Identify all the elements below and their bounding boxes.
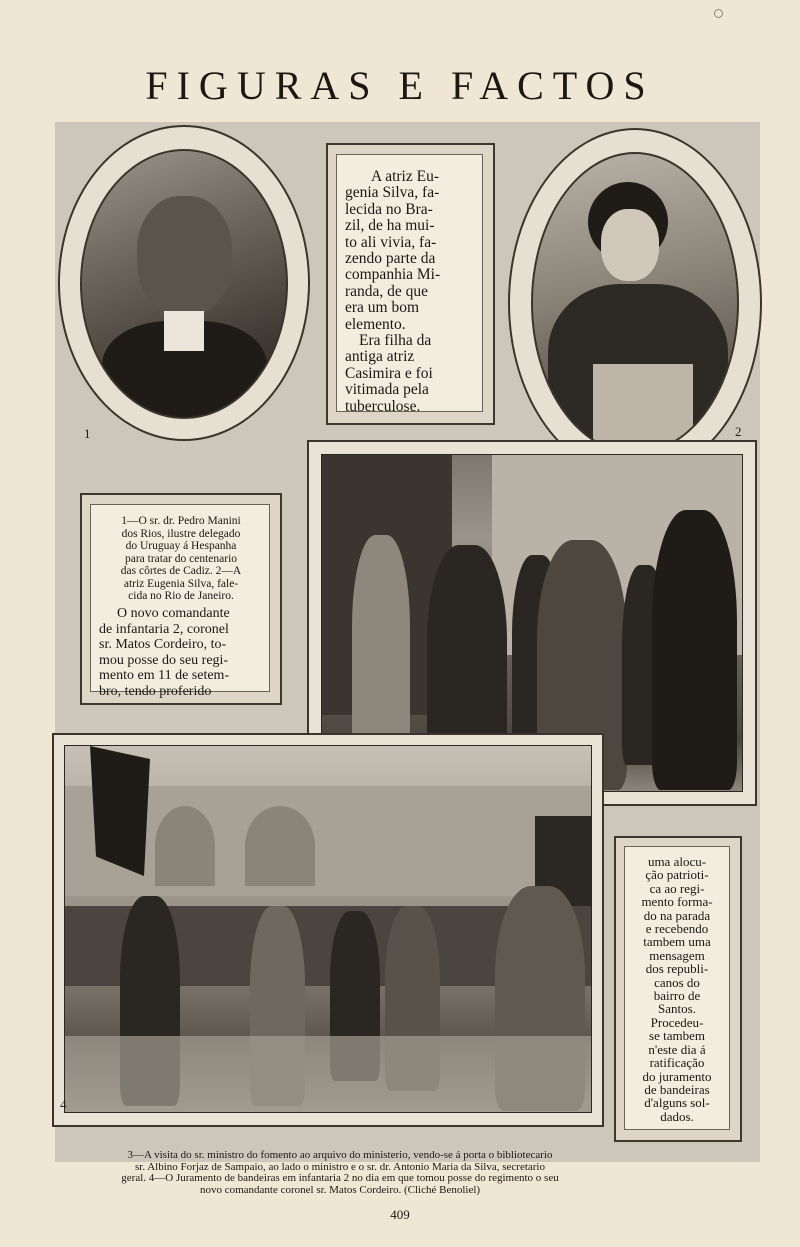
text-line: d'alguns sol- <box>644 1095 710 1111</box>
text-line: mensagem <box>649 947 705 963</box>
text-line: era um bom <box>345 299 420 317</box>
text-line: tuberculose. <box>345 397 421 415</box>
portrait-frame-1 <box>58 125 310 441</box>
caption-line: novo comandante coronel sr. Matos Cordeiro. (Cliché Benoliel) <box>199 1183 481 1196</box>
text-line: lecida no Bra- <box>345 200 433 218</box>
portrait-frame-2 <box>508 128 762 478</box>
photo-frame-4 <box>52 733 604 1127</box>
figure-number-2: 2 <box>735 424 742 439</box>
text-line: ca ao regi- <box>649 880 705 896</box>
text-line: de bandeiras <box>644 1081 710 1097</box>
text-line: dos Rios, ilustre delegado <box>121 527 241 540</box>
text-line: uma alocu- <box>647 854 707 869</box>
text-line: Santos. <box>658 1001 696 1017</box>
text-line: do Uruguay á Hespanha <box>125 540 237 552</box>
text-line: ratificação <box>649 1055 705 1071</box>
photo-caption-3-4 <box>35 1150 645 1196</box>
text-line: zendo parte da <box>345 250 436 268</box>
text-line: elemento. <box>345 315 406 333</box>
text-line: vitimada pela <box>345 381 429 399</box>
text-line: O novo comandante <box>117 606 230 621</box>
text-line: das côrtes de Cadiz. 2—A <box>120 565 242 577</box>
text-line: to ali vivia, fa- <box>345 233 437 251</box>
text-line: randa, de que <box>345 282 429 300</box>
text-line: do na parada <box>643 907 711 923</box>
text-line: dos republi- <box>645 961 709 977</box>
text-line: companhia Mi- <box>345 266 441 284</box>
eugenia-text-box <box>326 143 495 425</box>
page-number: 409 <box>390 1207 410 1222</box>
text-line: bro, tendo proferido <box>99 683 212 699</box>
text-line: tambem uma <box>643 934 711 950</box>
text-line: Procedeu- <box>650 1014 704 1030</box>
figure-captions-1-2 <box>97 515 265 603</box>
text-line: se tambem <box>649 1028 705 1044</box>
text-line: 1—O sr. dr. Pedro Manini <box>121 515 241 527</box>
text-line: cida no Rio de Janeiro. <box>128 590 234 602</box>
text-line: e recebendo <box>645 921 709 937</box>
commander-text <box>99 606 265 700</box>
text-line: do juramento <box>642 1068 712 1084</box>
eugenia-text <box>345 169 479 415</box>
text-line: bairro de <box>653 988 701 1004</box>
caption-line: geral. 4—O Juramento de bandeiras em infantaria 2 no dia em que tomou posse do regimento o seu <box>121 1172 559 1184</box>
text-line: Casimira e foi <box>345 364 433 382</box>
portrait-photo-woman <box>531 152 739 454</box>
text-line: Era filha da <box>359 332 432 350</box>
figure-number-4: 4 <box>60 1097 67 1112</box>
text-line: atriz Eugenia Silva, fale- <box>123 577 239 590</box>
caption-text-box-left <box>80 493 282 705</box>
text-line: mento forma- <box>641 894 713 910</box>
corner-mark <box>714 9 723 18</box>
text-line: de infantaria 2, coronel <box>99 621 229 637</box>
text-line: dados. <box>660 1108 694 1124</box>
text-line: zil, de ha mui- <box>345 217 435 235</box>
caption-line: 3—A visita do sr. ministro do fomento ao arquivo do ministerio, vendo-se á porta o bibliotecario <box>127 1149 553 1161</box>
portrait-photo-man <box>80 149 288 419</box>
photo-flag-oath <box>64 745 592 1113</box>
caption-line: sr. Albino Forjaz de Sampaio, ao lado o ministro e o sr. dr. Antonio Maria da Silva, secretario <box>135 1160 545 1173</box>
ceremony-text <box>629 855 725 1123</box>
text-line: ção patrioti- <box>645 867 709 883</box>
text-line: antiga atriz <box>345 348 415 366</box>
text-line: A atriz Eu- <box>371 168 440 185</box>
text-line: mento em 11 de setem- <box>99 668 230 684</box>
text-line: mou posse do seu regi- <box>99 652 229 668</box>
figure-number-1: 1 <box>84 426 91 441</box>
text-line: sr. Matos Cordeiro, to- <box>99 637 227 653</box>
caption-text-box-right <box>614 836 742 1142</box>
text-line: canos do <box>654 974 700 990</box>
text-line: n'este dia á <box>648 1041 706 1057</box>
text-line: para tratar do centenario <box>124 552 238 565</box>
page-title: FIGURAS E FACTOS <box>145 63 655 108</box>
text-line: genia Silva, fa- <box>345 184 440 202</box>
